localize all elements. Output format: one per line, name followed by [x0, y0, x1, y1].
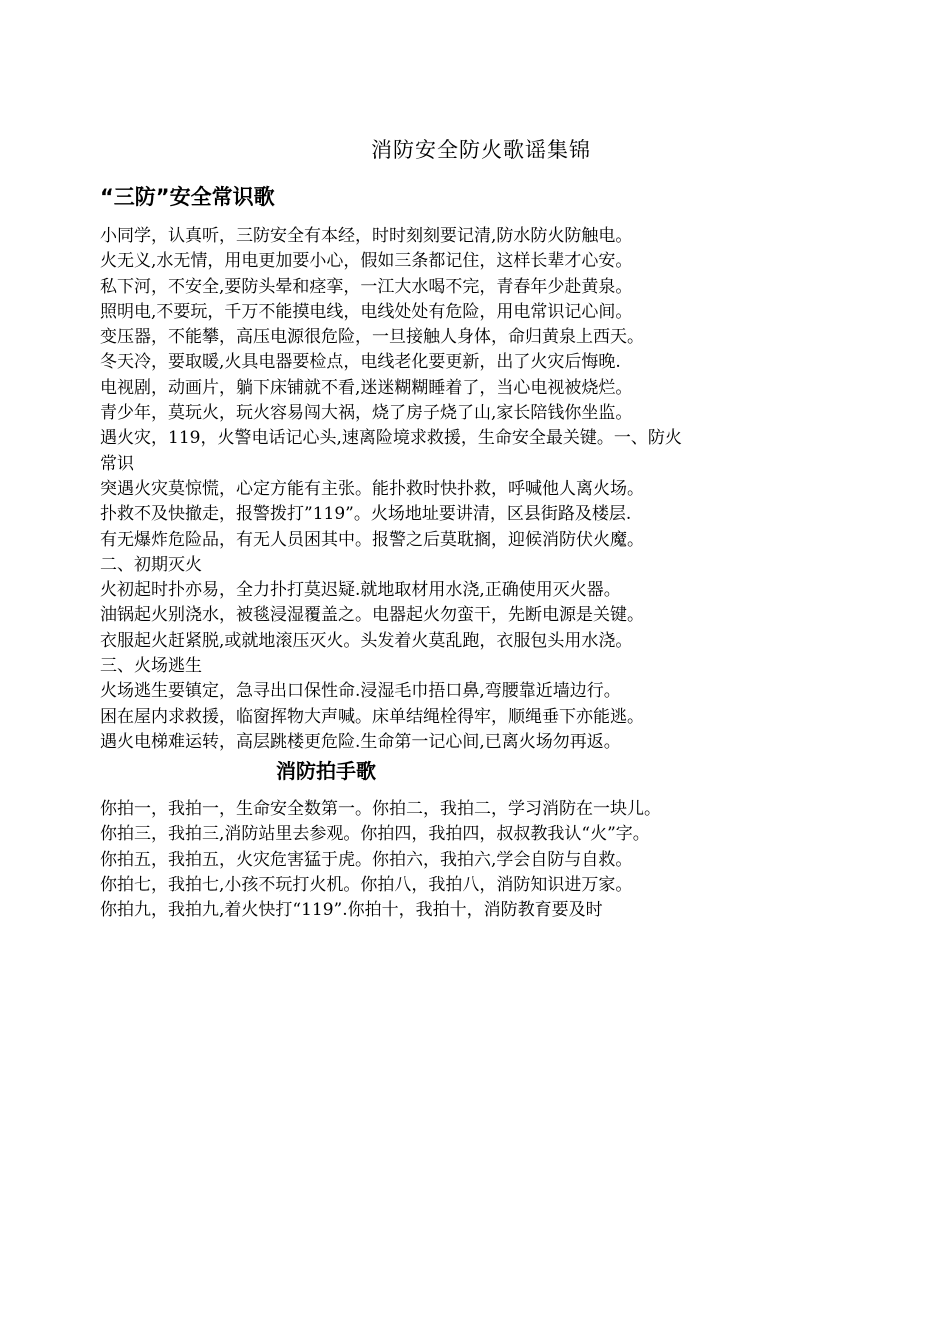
text-line: 照明电,不要玩，千万不能摸电线，电线处处有危险，用电常识记心间。: [100, 301, 633, 322]
text-line: 火无义,水无情，用电更加要小心，假如三条都记住，这样长辈才心安。: [100, 251, 633, 272]
text-line: 你拍三，我拍三,消防站里去参观。你拍四，我拍四，叔叔教我认“火”字。: [100, 824, 650, 845]
document-title: 消防安全防火歌谣集锦: [371, 138, 591, 162]
text-line: 突遇火灾莫惊慌，心定方能有主张。能扑救时快扑救，呼喊他人离火场。: [100, 478, 644, 499]
text-line: 扑救不及快撤走，报警拨打”119”。火场地址要讲清，区县街路及楼层.: [100, 504, 632, 525]
text-line: 有无爆炸危险品，有无人员困其中。报警之后莫耽搁，迎候消防伏火魔。: [100, 529, 644, 550]
text-line: 青少年，莫玩火，玩火容易闯大祸，烧了房子烧了山,家长陪钱你坐监。: [100, 403, 633, 424]
text-line: 油锅起火别浇水，被毯浸湿覆盖之。电器起火勿蛮干，先断电源是关键。: [100, 605, 644, 626]
text-line: 火初起时扑亦易，全力扑打莫迟疑.就地取材用水浇,正确使用灭火器。: [100, 580, 621, 601]
text-line: 你拍九，我拍九,着火快打“119”.你拍十，我拍十，消防教育要及时: [100, 900, 603, 921]
text-line: 电视剧，动画片，躺下床铺就不看,迷迷糊糊睡着了，当心电视被烧烂。: [100, 377, 633, 398]
text-line: 变压器，不能攀，高压电源很危险，一旦接触人身体，命归黄泉上西天。: [100, 327, 644, 348]
subsection-heading: 二、初期灭火: [100, 554, 202, 575]
section-heading-sanfang: “三防”安全常识歌: [100, 185, 275, 209]
text-line: 你拍五，我拍五，火灾危害猛于虎。你拍六，我拍六,学会自防与自救。: [100, 849, 633, 870]
section-body-sanfang: [100, 224, 860, 755]
text-line: 衣服起火赶紧脱,或就地滚压灭火。头发着火莫乱跑，衣服包头用水浇。: [100, 630, 633, 651]
text-line: 困在屋内求救援，临窗挥物大声喊。床单结绳栓得牢，顺绳垂下亦能逃。: [100, 706, 644, 727]
text-line: 遇火灾，119，火警电话记心头,速离险境求救援，生命安全最关键。一、防火: [100, 428, 682, 449]
text-line: 遇火电梯难运转，高层跳楼更危险.生命第一记心间,已离火场勿再返。: [100, 731, 621, 752]
subsection-heading: 三、火场逃生: [100, 656, 202, 677]
text-line: 小同学，认真听，三防安全有本经，时时刻刻要记清,防水防火防触电。: [100, 226, 633, 246]
text-line: 火场逃生要镇定，急寻出口保性命.浸湿毛巾捂口鼻,弯腰靠近墙边行。: [100, 681, 621, 702]
text-line: 你拍一，我拍一，生命安全数第一。你拍二，我拍二，学习消防在一块儿。: [100, 799, 661, 819]
section-body-paishou: [100, 797, 860, 923]
text-line: 常识: [100, 453, 134, 474]
text-line: 冬天冷，要取暖,火具电器要检点，电线老化要更新，出了火灾后悔晚.: [100, 352, 621, 373]
section-heading-paishou: 消防拍手歌: [276, 759, 376, 783]
text-line: 你拍七，我拍七,小孩不玩打火机。你拍八，我拍八，消防知识进万家。: [100, 874, 633, 895]
text-line: 私下河，不安全,要防头晕和痉挛，一江大水喝不完，青春年少赴黄泉。: [100, 276, 633, 297]
